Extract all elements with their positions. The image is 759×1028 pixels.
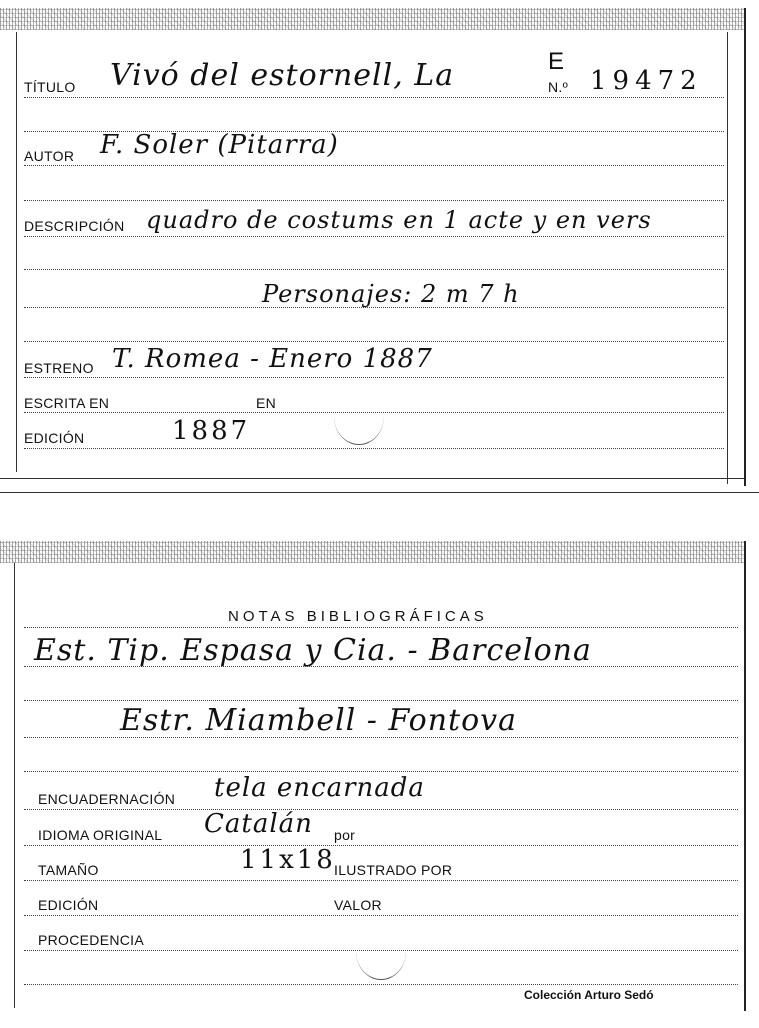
numero-value: 19472 xyxy=(590,66,703,96)
blank-line-2 xyxy=(24,200,724,201)
blank-line-7 xyxy=(24,984,738,985)
edicion-line-bottom xyxy=(24,915,738,916)
ilustrado-label: ILUSTRADO POR xyxy=(334,862,453,878)
note-1-line xyxy=(24,666,738,667)
tamano-value: 11x18 xyxy=(240,845,336,875)
descripcion-label: DESCRIPCIÓN xyxy=(24,218,125,234)
catalog-card-bottom xyxy=(0,541,746,1011)
titulo-line xyxy=(24,97,724,98)
descripcion-line xyxy=(24,236,724,237)
card-top-bottom-rule xyxy=(0,478,744,479)
blank-line-4 xyxy=(24,341,724,342)
edicion-value: 1887 xyxy=(172,416,251,446)
card-top-left-rule xyxy=(16,32,17,472)
edicion-line xyxy=(24,448,724,449)
card-bottom-edge-noise xyxy=(0,541,744,563)
punch-hole-mark xyxy=(334,388,384,445)
tamano-line xyxy=(24,880,738,881)
card-top-edge-noise xyxy=(0,8,744,30)
autor-value: F. Soler (Pitarra) xyxy=(100,130,339,160)
note-1: Est. Tip. Espasa y Cia. - Barcelona xyxy=(34,633,592,668)
descripcion-line-2 xyxy=(24,307,724,308)
en-label: EN xyxy=(256,395,277,411)
encuadernacion-label: ENCUADERNACIÓN xyxy=(38,791,176,807)
idioma-value: Catalán xyxy=(204,809,313,839)
autor-line xyxy=(24,165,724,166)
collection-credit: Colección Arturo Sedó xyxy=(524,988,654,1002)
por-label: por xyxy=(334,827,356,843)
valor-label: VALOR xyxy=(334,897,382,913)
punch-hole-mark-bottom xyxy=(356,923,406,980)
descripcion-value: quadro de costums en 1 acte y en vers xyxy=(146,206,652,234)
card-bottom-left-rule xyxy=(14,563,15,1008)
numero-label: N.º xyxy=(548,79,569,95)
estreno-line xyxy=(24,377,724,378)
titulo-value: Vivó del estornell, La xyxy=(110,58,455,93)
descripcion-value-2: Personajes: 2 m 7 h xyxy=(262,280,520,308)
note-2-line xyxy=(24,737,738,738)
heading-line xyxy=(24,627,738,628)
encuadernacion-line xyxy=(24,809,738,810)
tamano-label: TAMAÑO xyxy=(38,862,99,878)
titulo-label: TÍTULO xyxy=(24,79,76,95)
idioma-line xyxy=(24,845,738,846)
estreno-label: ESTRENO xyxy=(24,360,94,376)
numero-letter: E xyxy=(548,48,565,75)
page-divider xyxy=(0,492,759,493)
idioma-label: IDIOMA ORIGINAL xyxy=(38,827,163,843)
note-2: Estr. Miambell - Fontova xyxy=(120,703,517,738)
edicion-label: EDICIÓN xyxy=(24,430,85,446)
catalog-card-top xyxy=(0,8,746,486)
procedencia-label: PROCEDENCIA xyxy=(38,932,144,948)
estreno-value: T. Romea - Enero 1887 xyxy=(112,344,433,374)
encuadernacion-value: tela encarnada xyxy=(214,773,425,803)
autor-label: AUTOR xyxy=(24,148,75,164)
edicion-label-bottom: EDICIÓN xyxy=(38,897,99,913)
blank-line-3 xyxy=(24,269,724,270)
card-top-right-rule xyxy=(727,32,728,484)
escrita-en-label: ESCRITA EN xyxy=(24,395,110,411)
blank-line-5 xyxy=(24,700,738,701)
notas-heading: NOTAS BIBLIOGRÁFICAS xyxy=(228,608,488,625)
blank-line-6 xyxy=(24,771,738,772)
